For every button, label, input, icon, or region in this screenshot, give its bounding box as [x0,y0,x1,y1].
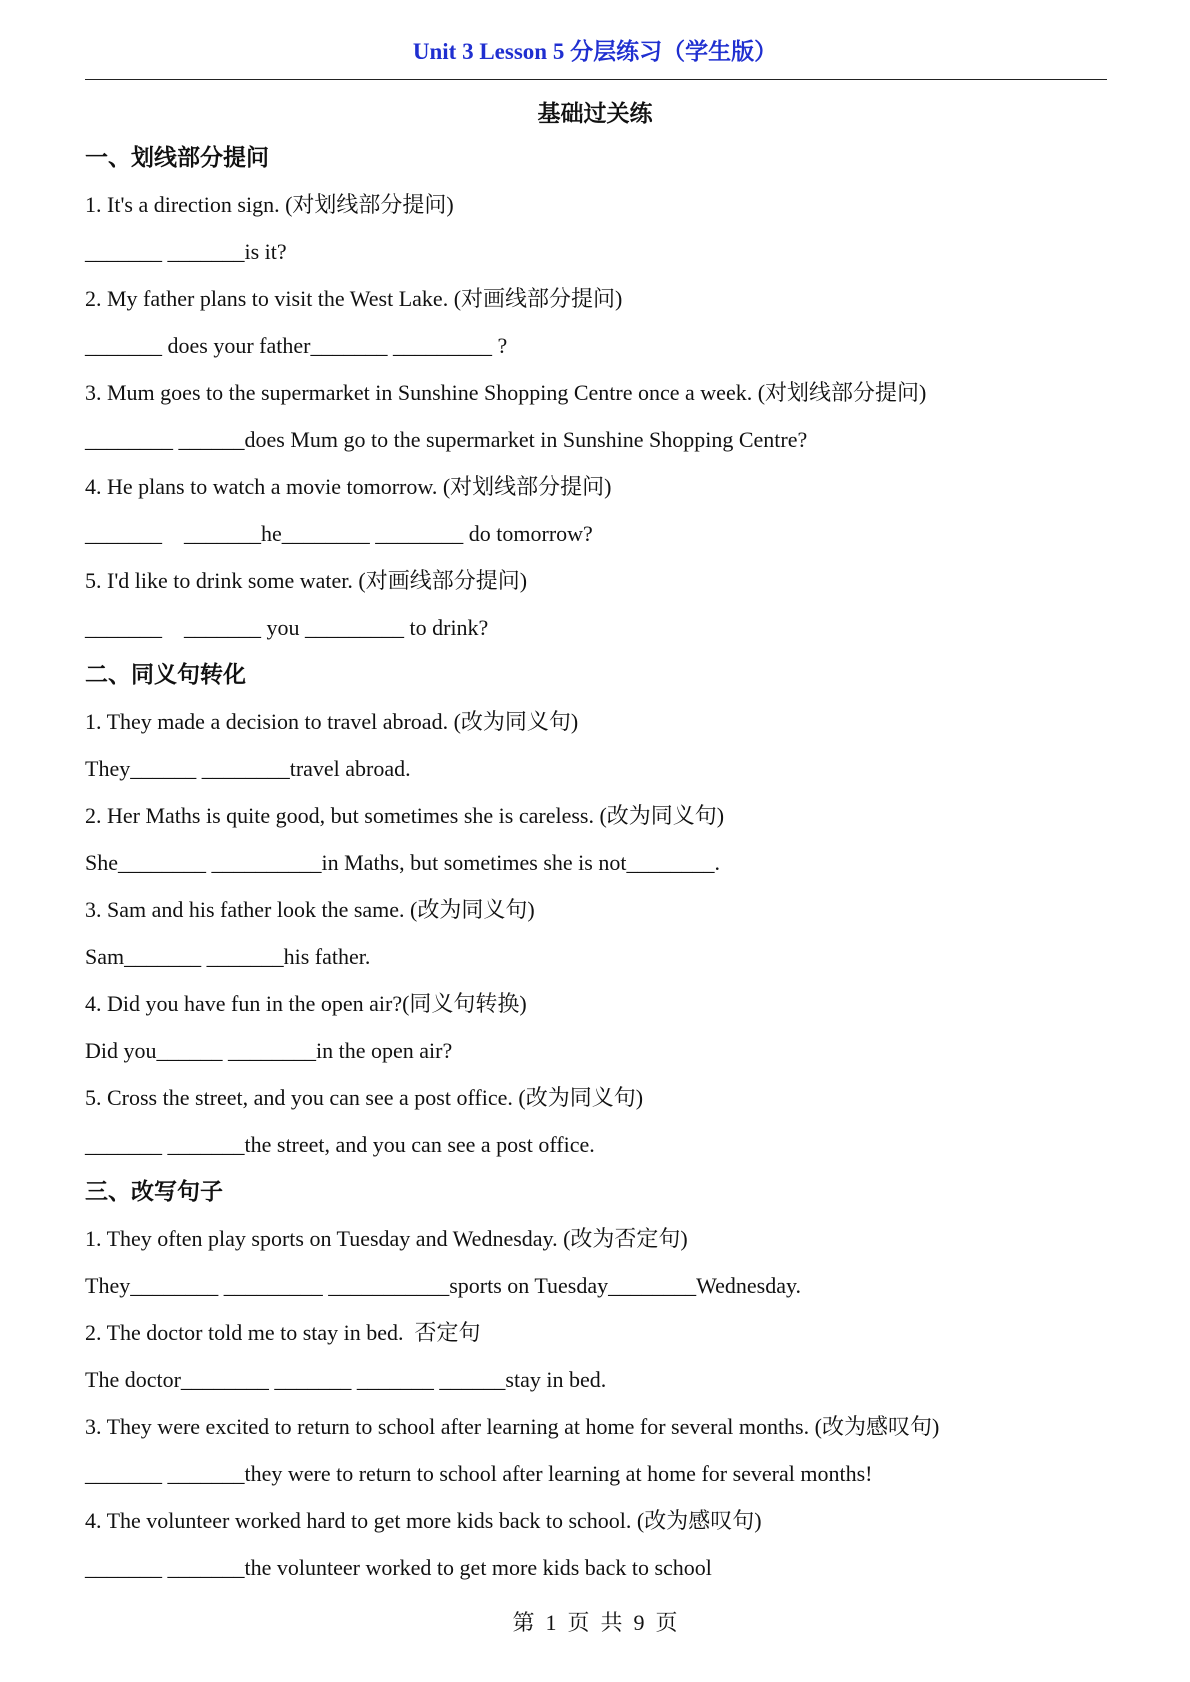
answer-line: _______ _______the street, and you can see a post office. [85,1132,595,1157]
header-divider [85,79,1107,80]
answer-line: _______ _______ you _________ to drink? [85,615,489,640]
question-line: 5. I'd like to drink some water. (对画线部分提问) [85,568,528,593]
answer-line: _______ _______they were to return to school after learning at home for several months! [85,1461,873,1486]
part-heading: 一、划线部分提问 [85,145,269,170]
answer-line: She________ __________in Maths, but sometimes she is not________. [85,850,720,875]
answer-line: Did you______ ________in the open air? [85,1038,453,1063]
question-line: 4. Did you have fun in the open air?(同义句转换) [85,991,527,1016]
answer-line: They______ ________travel abroad. [85,756,411,781]
question-line: 1. They often play sports on Tuesday and Wednesday. (改为否定句) [85,1226,688,1251]
answer-line: The doctor________ _______ _______ ______stay in bed. [85,1367,607,1392]
page-number-footer: 第 1 页 共 9 页 [512,1610,678,1635]
question-line: 3. They were excited to return to school after learning at home for several months. (改为感叹句) [85,1414,940,1439]
section-title: 基础过关练 [537,101,653,126]
answer-line: _______ _______is it? [85,239,287,264]
question-line: 4. He plans to watch a movie tomorrow. (对划线部分提问) [85,474,612,499]
question-line: 2. Her Maths is quite good, but sometimes she is careless. (改为同义句) [85,803,725,828]
question-line: 2. The doctor told me to stay in bed. 否定句 [85,1320,481,1345]
answer-line: _______ _______he________ ________ do tomorrow? [85,521,593,546]
question-line: 3. Sam and his father look the same. (改为同义句) [85,897,535,922]
question-line: 2. My father plans to visit the West Lake. (对画线部分提问) [85,286,623,311]
document-header-title: Unit 3 Lesson 5 分层练习（学生版） [412,39,778,64]
question-line: 1. They made a decision to travel abroad. (改为同义句) [85,709,579,734]
part-heading: 三、改写句子 [85,1179,223,1204]
exercise-content [85,134,1115,1591]
answer-line: Sam_______ _______his father. [85,944,371,969]
question-line: 3. Mum goes to the supermarket in Sunshine Shopping Centre once a week. (对划线部分提问) [85,380,927,405]
question-line: 5. Cross the street, and you can see a post office. (改为同义句) [85,1085,644,1110]
answer-line: They________ _________ ___________sports on Tuesday________Wednesday. [85,1273,802,1298]
question-line: 4. The volunteer worked hard to get more kids back to school. (改为感叹句) [85,1508,762,1533]
answer-line: _______ _______the volunteer worked to get more kids back to school [85,1555,712,1580]
part-heading: 二、同义句转化 [85,662,246,687]
answer-line: _______ does your father_______ _________ ? [85,333,508,358]
answer-line: ________ ______does Mum go to the supermarket in Sunshine Shopping Centre? [85,427,808,452]
question-line: 1. It's a direction sign. (对划线部分提问) [85,192,454,217]
